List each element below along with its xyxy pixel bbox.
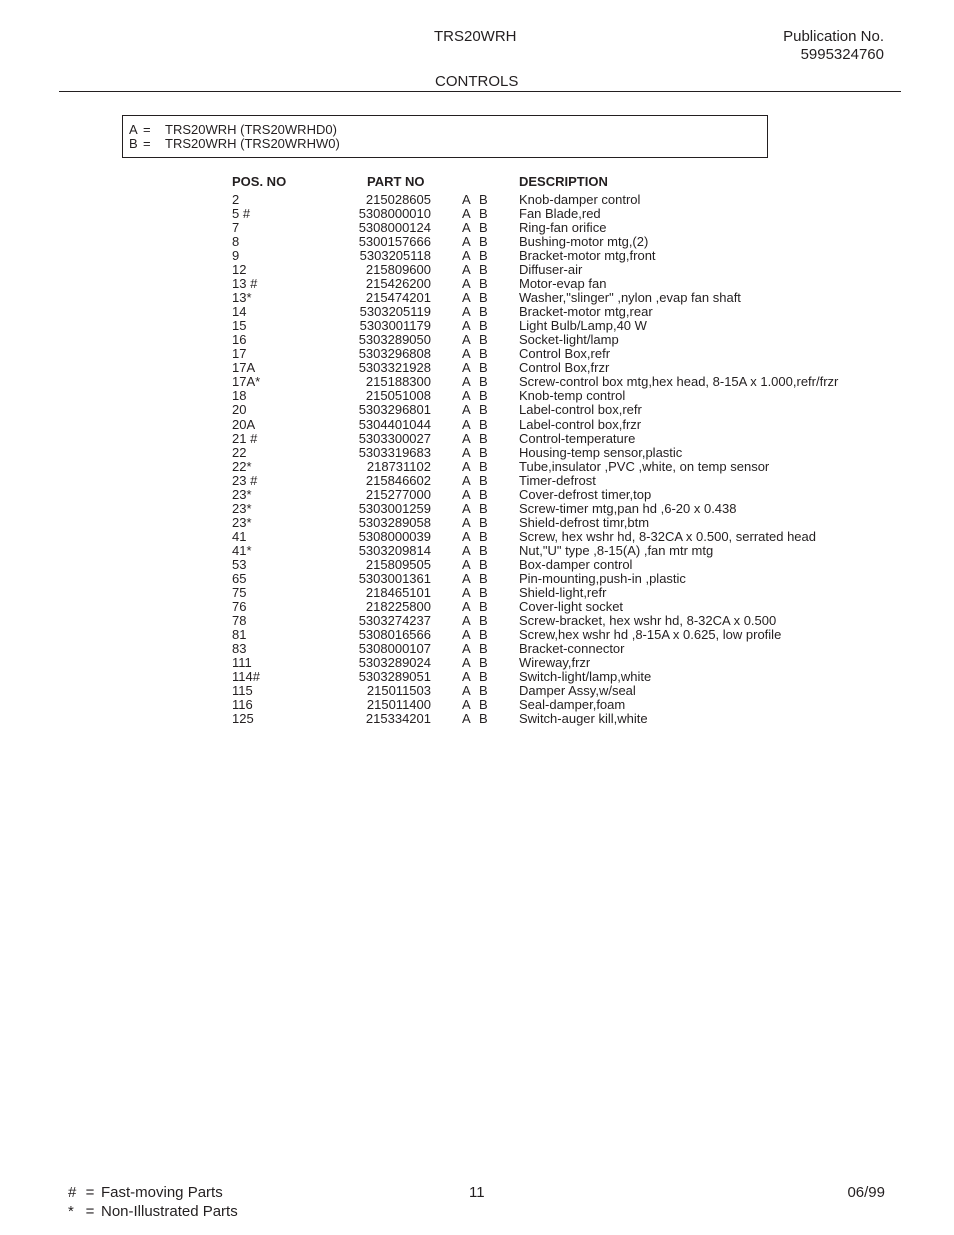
pos-cell: 17A* <box>232 374 261 390</box>
pos-cell: 41* <box>232 542 252 558</box>
part-number-cell: 215809600 <box>365 262 431 278</box>
legend-key: B <box>129 136 138 151</box>
note-equals: = <box>85 1184 95 1201</box>
pos-cell: 8 <box>232 234 240 250</box>
legend-row <box>129 123 767 137</box>
note-equals: = <box>85 1203 95 1220</box>
model-a-cell: A <box>462 318 471 334</box>
part-number-cell: 5308000010 <box>358 206 431 222</box>
pos-cell: 53 <box>232 556 247 572</box>
description-cell: Control Box,frzr <box>519 360 610 376</box>
parts-row <box>0 614 954 628</box>
model-a-cell: A <box>462 416 471 432</box>
parts-row <box>0 670 954 684</box>
model-a-cell: A <box>462 388 471 404</box>
part-number-cell: 5304401044 <box>358 416 431 432</box>
model-a-cell: A <box>462 192 471 207</box>
model-b-cell: B <box>479 486 488 502</box>
note-symbol: # <box>68 1184 77 1201</box>
pos-cell: 18 <box>232 388 247 404</box>
description-cell: Cover-light socket <box>519 598 624 614</box>
note-text: Non-Illustrated Parts <box>101 1203 238 1220</box>
parts-row <box>0 558 954 572</box>
parts-row <box>0 375 954 389</box>
model-b-cell: B <box>479 416 488 432</box>
part-number-cell: 5303289024 <box>358 655 431 671</box>
part-number-cell: 5308016566 <box>358 626 431 642</box>
parts-row <box>0 221 954 235</box>
description-cell: Knob-damper control <box>519 192 641 207</box>
pos-cell: 2 <box>232 192 240 207</box>
pos-cell: 23* <box>232 500 252 516</box>
parts-row <box>0 249 954 263</box>
parts-row <box>0 586 954 600</box>
model-a-cell: A <box>462 697 471 713</box>
parts-row <box>0 333 954 347</box>
pos-cell: 75 <box>232 584 247 600</box>
model-b-cell: B <box>479 276 488 292</box>
parts-row <box>0 235 954 249</box>
parts-row <box>0 600 954 614</box>
parts-row <box>0 516 954 530</box>
description-cell: Screw-control box mtg,hex head, 8-15A x 1.000,refr/frzr <box>519 374 839 390</box>
description-cell: Washer,"slinger" ,nylon ,evap fan shaft <box>519 290 741 306</box>
parts-row <box>0 502 954 516</box>
description-cell: Label-control box,refr <box>519 402 642 418</box>
part-number-cell: 5303274237 <box>358 612 431 628</box>
part-number-cell: 215188300 <box>365 374 431 390</box>
model-b-cell: B <box>479 458 488 474</box>
part-number-cell: 5303296808 <box>358 346 431 362</box>
part-number-cell: 215474201 <box>365 290 431 306</box>
column-header-description: DESCRIPTION <box>519 174 608 189</box>
part-number-cell: 215051008 <box>365 388 431 404</box>
parts-row <box>0 277 954 291</box>
legend-equals: = <box>143 136 151 151</box>
part-number-cell: 5303205118 <box>359 248 431 264</box>
parts-row <box>0 403 954 417</box>
part-number-cell: 5300157666 <box>358 234 431 250</box>
column-header-part: PART NO <box>367 174 425 189</box>
page-number: 11 <box>469 1184 485 1201</box>
description-cell: Nut,"U" type ,8-15(A) ,fan mtr mtg <box>519 542 714 558</box>
description-cell: Screw,hex wshr hd ,8-15A x 0.625, low profile <box>519 626 782 642</box>
description-cell: Ring-fan orifice <box>519 220 607 236</box>
parts-row <box>0 389 954 403</box>
model-b-cell: B <box>479 570 488 586</box>
model-a-cell: A <box>462 346 471 362</box>
description-cell: Switch-light/lamp,white <box>519 669 652 685</box>
pos-cell: 13* <box>232 290 252 306</box>
parts-row <box>0 642 954 656</box>
pos-cell: 41 <box>232 528 247 544</box>
model-a-cell: A <box>462 570 471 586</box>
parts-row <box>0 474 954 488</box>
part-number-cell: 5303209814 <box>358 542 431 558</box>
description-cell: Wireway,frzr <box>519 655 591 671</box>
description-cell: Seal-damper,foam <box>519 697 626 713</box>
model-a-cell: A <box>462 655 471 671</box>
model-b-cell: B <box>479 402 488 418</box>
part-number-cell: 5303289050 <box>358 332 431 348</box>
description-cell: Bracket-connector <box>519 641 625 656</box>
header-divider <box>59 91 901 92</box>
model-b-cell: B <box>479 711 488 727</box>
pos-cell: 65 <box>232 570 247 586</box>
parts-row <box>0 305 954 319</box>
description-cell: Knob-temp control <box>519 388 626 404</box>
publication-label: Publication No. <box>783 28 884 45</box>
part-number-cell: 215334201 <box>365 711 431 727</box>
model-b-cell: B <box>479 697 488 713</box>
part-number-cell: 5303001361 <box>358 570 431 586</box>
part-number-cell: 5303300027 <box>358 430 431 446</box>
model-b-cell: B <box>479 472 488 488</box>
part-number-cell: 215011503 <box>366 683 431 699</box>
description-cell: Housing-temp sensor,plastic <box>519 444 683 460</box>
model-a-cell: A <box>462 304 471 320</box>
pos-cell: 114# <box>232 669 260 685</box>
pos-cell: 115 <box>232 683 253 699</box>
pos-cell: 81 <box>232 626 247 642</box>
pos-cell: 21 # <box>232 430 258 446</box>
parts-row <box>0 193 954 207</box>
parts-row <box>0 291 954 305</box>
pos-cell: 76 <box>232 598 247 614</box>
part-number-cell: 5303289058 <box>358 514 431 530</box>
model-legend-box <box>122 115 768 158</box>
model-b-cell: B <box>479 206 488 222</box>
description-cell: Socket-light/lamp <box>519 332 619 348</box>
part-number-cell: 5303001179 <box>359 318 431 334</box>
model-a-cell: A <box>462 276 471 292</box>
description-cell: Box-damper control <box>519 556 633 572</box>
parts-row <box>0 418 954 432</box>
model-b-cell: B <box>479 346 488 362</box>
model-a-cell: A <box>462 500 471 516</box>
parts-row <box>0 361 954 375</box>
pos-cell: 23 # <box>232 472 258 488</box>
pos-cell: 12 <box>232 262 247 278</box>
parts-row <box>0 544 954 558</box>
description-cell: Screw-timer mtg,pan hd ,6-20 x 0.438 <box>519 500 737 516</box>
parts-row <box>0 488 954 502</box>
pos-cell: 125 <box>232 711 254 727</box>
description-cell: Label-control box,frzr <box>519 416 642 432</box>
model-b-cell: B <box>479 626 488 642</box>
parts-row <box>0 572 954 586</box>
section-title: CONTROLS <box>435 73 519 90</box>
pos-cell: 78 <box>232 612 247 628</box>
model-a-cell: A <box>462 290 471 306</box>
pos-cell: 23* <box>232 486 252 502</box>
parts-row <box>0 698 954 712</box>
note-text: Fast-moving Parts <box>101 1184 223 1201</box>
model-b-cell: B <box>479 669 488 685</box>
parts-row <box>0 347 954 361</box>
description-cell: Screw-bracket, hex wshr hd, 8-32CA x 0.500 <box>519 612 777 628</box>
model-b-cell: B <box>479 655 488 671</box>
part-number-cell: 218225800 <box>365 598 431 614</box>
part-number-cell: 5303321928 <box>358 360 431 376</box>
legend-equals: = <box>143 122 151 137</box>
model-b-cell: B <box>479 584 488 600</box>
model-b-cell: B <box>479 374 488 390</box>
model-a-cell: A <box>462 556 471 572</box>
part-number-cell: 5308000107 <box>358 641 431 656</box>
pos-cell: 20 <box>232 402 247 418</box>
pos-cell: 23* <box>232 514 252 530</box>
model-b-cell: B <box>479 388 488 404</box>
parts-list <box>0 193 954 726</box>
model-b-cell: B <box>479 360 488 376</box>
model-b-cell: B <box>479 192 488 207</box>
part-number-cell: 5303296801 <box>358 402 431 418</box>
parts-row <box>0 207 954 221</box>
part-number-cell: 215809505 <box>365 556 431 572</box>
part-number-cell: 5308000124 <box>358 220 431 236</box>
model-a-cell: A <box>462 486 471 502</box>
model-a-cell: A <box>462 262 471 278</box>
model-a-cell: A <box>462 332 471 348</box>
model-a-cell: A <box>462 711 471 727</box>
parts-row <box>0 319 954 333</box>
part-number-cell: 5303289051 <box>358 669 431 685</box>
model-b-cell: B <box>479 220 488 236</box>
model-a-cell: A <box>462 669 471 685</box>
description-cell: Timer-defrost <box>519 472 596 488</box>
model-a-cell: A <box>462 206 471 222</box>
pos-cell: 7 <box>232 220 240 236</box>
publication-block <box>783 28 884 64</box>
model-b-cell: B <box>479 430 488 446</box>
publication-number: 5995324760 <box>800 46 884 63</box>
model-b-cell: B <box>479 304 488 320</box>
part-number-cell: 5308000039 <box>358 528 431 544</box>
part-number-cell: 5303205119 <box>359 304 431 320</box>
model-a-cell: A <box>462 683 471 699</box>
part-number-cell: 218731102 <box>366 458 431 474</box>
description-cell: Motor-evap fan <box>519 276 607 292</box>
model-b-cell: B <box>479 290 488 306</box>
parts-row <box>0 628 954 642</box>
model-b-cell: B <box>479 683 488 699</box>
model-b-cell: B <box>479 641 488 656</box>
model-b-cell: B <box>479 262 488 278</box>
description-cell: Bracket-motor mtg,rear <box>519 304 653 320</box>
parts-row <box>0 263 954 277</box>
model-a-cell: A <box>462 626 471 642</box>
model-b-cell: B <box>479 598 488 614</box>
pos-cell: 14 <box>232 304 247 320</box>
model-a-cell: A <box>462 641 471 656</box>
part-number-cell: 215426200 <box>365 276 431 292</box>
pos-cell: 17 <box>232 346 247 362</box>
description-cell: Shield-defrost timr,btm <box>519 514 650 530</box>
model-b-cell: B <box>479 542 488 558</box>
part-number-cell: 215846602 <box>365 472 431 488</box>
part-number-cell: 215011400 <box>366 697 431 713</box>
model-a-cell: A <box>462 248 471 264</box>
model-b-cell: B <box>479 556 488 572</box>
column-header-pos: POS. NO <box>232 174 287 189</box>
part-number-cell: 5303319683 <box>358 444 431 460</box>
pos-cell: 15 <box>232 318 247 334</box>
model-b-cell: B <box>479 514 488 530</box>
model-a-cell: A <box>462 458 471 474</box>
description-cell: Shield-light,refr <box>519 584 607 600</box>
parts-row <box>0 684 954 698</box>
part-number-cell: 215028605 <box>365 192 431 207</box>
description-cell: Pin-mounting,push-in ,plastic <box>519 570 686 586</box>
model-b-cell: B <box>479 612 488 628</box>
model-a-cell: A <box>462 220 471 236</box>
description-cell: Control-temperature <box>519 430 636 446</box>
model-a-cell: A <box>462 360 471 376</box>
pos-cell: 5 # <box>232 206 251 222</box>
model-a-cell: A <box>462 528 471 544</box>
pos-cell: 83 <box>232 641 247 656</box>
description-cell: Screw, hex wshr hd, 8-32CA x 0.500, serrated head <box>519 528 817 544</box>
model-b-cell: B <box>479 248 488 264</box>
pos-cell: 22* <box>232 458 252 474</box>
legend-text: TRS20WRH (TRS20WRHW0) <box>165 136 340 151</box>
footer-note <box>68 1202 238 1221</box>
parts-row <box>0 446 954 460</box>
pos-cell: 20A <box>232 416 256 432</box>
model-a-cell: A <box>462 472 471 488</box>
model-b-cell: B <box>479 332 488 348</box>
model-b-cell: B <box>479 234 488 250</box>
legend-key: A <box>129 122 138 137</box>
pos-cell: 9 <box>232 248 240 264</box>
description-cell: Damper Assy,w/seal <box>519 683 636 699</box>
description-cell: Bracket-motor mtg,front <box>519 248 656 264</box>
parts-row <box>0 460 954 474</box>
model-a-cell: A <box>462 612 471 628</box>
description-cell: Bushing-motor mtg,(2) <box>519 234 649 250</box>
description-cell: Switch-auger kill,white <box>519 711 648 727</box>
pos-cell: 16 <box>232 332 247 348</box>
model-a-cell: A <box>462 430 471 446</box>
part-number-cell: 5303001259 <box>358 500 431 516</box>
model-a-cell: A <box>462 374 471 390</box>
pos-cell: 17A <box>232 360 256 376</box>
description-cell: Diffuser-air <box>519 262 583 278</box>
legend-text: TRS20WRH (TRS20WRHD0) <box>165 122 337 137</box>
model-a-cell: A <box>462 444 471 460</box>
model-a-cell: A <box>462 584 471 600</box>
description-cell: Tube,insulator ,PVC ,white, on temp sensor <box>519 458 770 474</box>
model-b-cell: B <box>479 318 488 334</box>
description-cell: Control Box,refr <box>519 346 611 362</box>
model-b-cell: B <box>479 444 488 460</box>
footer-notes <box>68 1183 238 1221</box>
description-cell: Light Bulb/Lamp,40 W <box>519 318 647 334</box>
parts-row <box>0 530 954 544</box>
parts-row <box>0 712 954 726</box>
model-a-cell: A <box>462 402 471 418</box>
pos-cell: 13 # <box>232 276 258 292</box>
part-number-cell: 218465101 <box>365 584 431 600</box>
pos-cell: 22 <box>232 444 247 460</box>
pos-cell: 111 <box>232 655 252 671</box>
note-symbol: * <box>68 1203 74 1220</box>
model-a-cell: A <box>462 542 471 558</box>
footer-note <box>68 1183 238 1202</box>
model-b-cell: B <box>479 528 488 544</box>
description-cell: Fan Blade,red <box>519 206 601 222</box>
model-b-cell: B <box>479 500 488 516</box>
legend-row <box>129 137 767 151</box>
description-cell: Cover-defrost timer,top <box>519 486 652 502</box>
model-a-cell: A <box>462 598 471 614</box>
parts-row <box>0 432 954 446</box>
pos-cell: 116 <box>232 697 253 713</box>
model-number: TRS20WRH <box>434 28 517 45</box>
parts-row <box>0 656 954 670</box>
model-a-cell: A <box>462 514 471 530</box>
model-a-cell: A <box>462 234 471 250</box>
publication-date: 06/99 <box>847 1184 885 1201</box>
part-number-cell: 215277000 <box>365 486 431 502</box>
